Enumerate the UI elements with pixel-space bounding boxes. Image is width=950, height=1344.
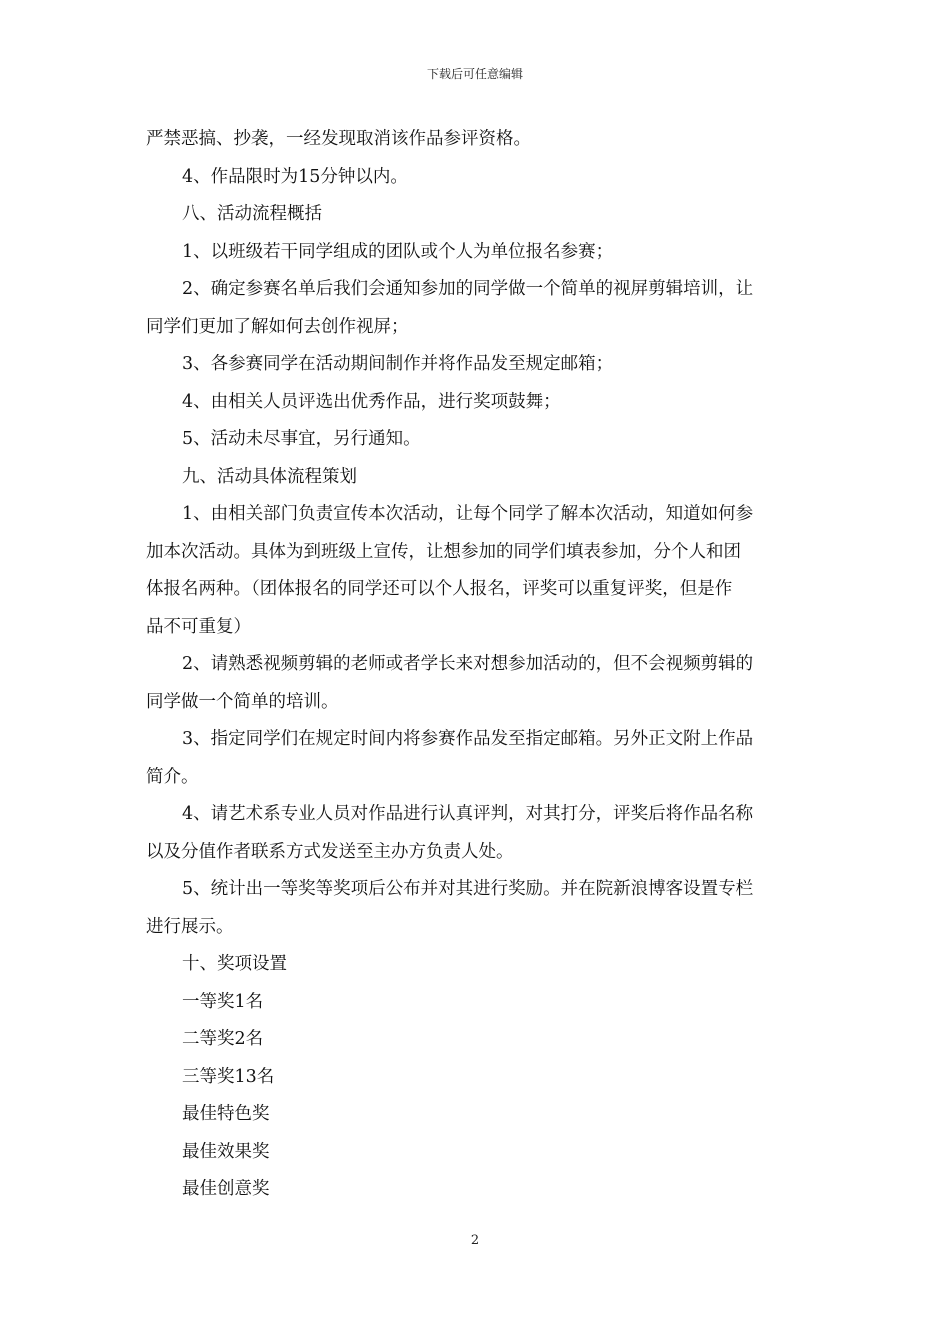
section-heading: 九、活动具体流程策划 [182, 466, 357, 487]
paragraph-line: 3、指定同学们在规定时间内将参赛作品发至指定邮箱。另外正文附上作品 [182, 729, 754, 749]
paragraph-line: 简介。 [146, 766, 199, 787]
award-item: 最佳效果奖 [182, 1141, 270, 1162]
award-item: 最佳创意奖 [182, 1179, 270, 1199]
award-item: 最佳特色奖 [182, 1104, 270, 1124]
paragraph-line: 进行展示。 [146, 916, 234, 937]
paragraph-line: 2、请熟悉视频剪辑的老师或者学长来对想参加活动的，但不会视频剪辑的 [182, 654, 754, 674]
award-item: 一等奖1名 [182, 991, 264, 1012]
page-header: 下载后可任意编辑 [426, 67, 523, 81]
paragraph-line: 同学们更加了解如何去创作视屏； [146, 316, 409, 337]
document-body [146, 121, 806, 1209]
paragraph-line: 1、由相关部门负责宣传本次活动，让每个同学了解本次活动，知道如何参 [182, 504, 754, 524]
paragraph-line: 3、各参赛同学在活动期间制作并将作品发至规定邮箱； [182, 354, 614, 374]
paragraph-line: 5、活动未尽事宜，另行通知。 [182, 429, 421, 449]
paragraph-line: 1、以班级若干同学组成的团队或个人为单位报名参赛； [182, 241, 614, 262]
paragraph-line: 品不可重复） [146, 616, 251, 637]
page-number: 2 [470, 1233, 480, 1248]
paragraph-line: 4、由相关人员评选出优秀作品，进行奖项鼓舞； [182, 391, 561, 412]
paragraph-line: 严禁恶搞、抄袭，一经发现取消该作品参评资格。 [146, 129, 531, 149]
paragraph-line: 以及分值作者联系方式发送至主办方负责人处。 [146, 841, 514, 862]
section-heading: 十、奖项设置 [182, 954, 287, 974]
paragraph-line: 体报名两种。（团体报名的同学还可以个人报名，评奖可以重复评奖，但是作 [146, 579, 733, 599]
paragraph-line: 同学做一个简单的培训。 [146, 691, 339, 712]
paragraph-line: 加本次活动。具体为到班级上宣传，让想参加的同学们填表参加，分个人和团 [146, 541, 741, 562]
paragraph-line: 2、确定参赛名单后我们会通知参加的同学做一个简单的视屏剪辑培训，让 [182, 279, 754, 299]
award-item: 二等奖2名 [182, 1029, 264, 1049]
section-heading: 八、活动流程概括 [182, 204, 322, 224]
paragraph-line: 5、统计出一等奖等奖项后公布并对其进行奖励。并在院新浪博客设置专栏 [182, 879, 754, 899]
paragraph-line: 4、请艺术系专业人员对作品进行认真评判，对其打分，评奖后将作品名称 [182, 804, 754, 824]
paragraph-line: 4、作品限时为15分钟以内。 [182, 166, 408, 187]
award-item: 三等奖13名 [182, 1066, 275, 1087]
